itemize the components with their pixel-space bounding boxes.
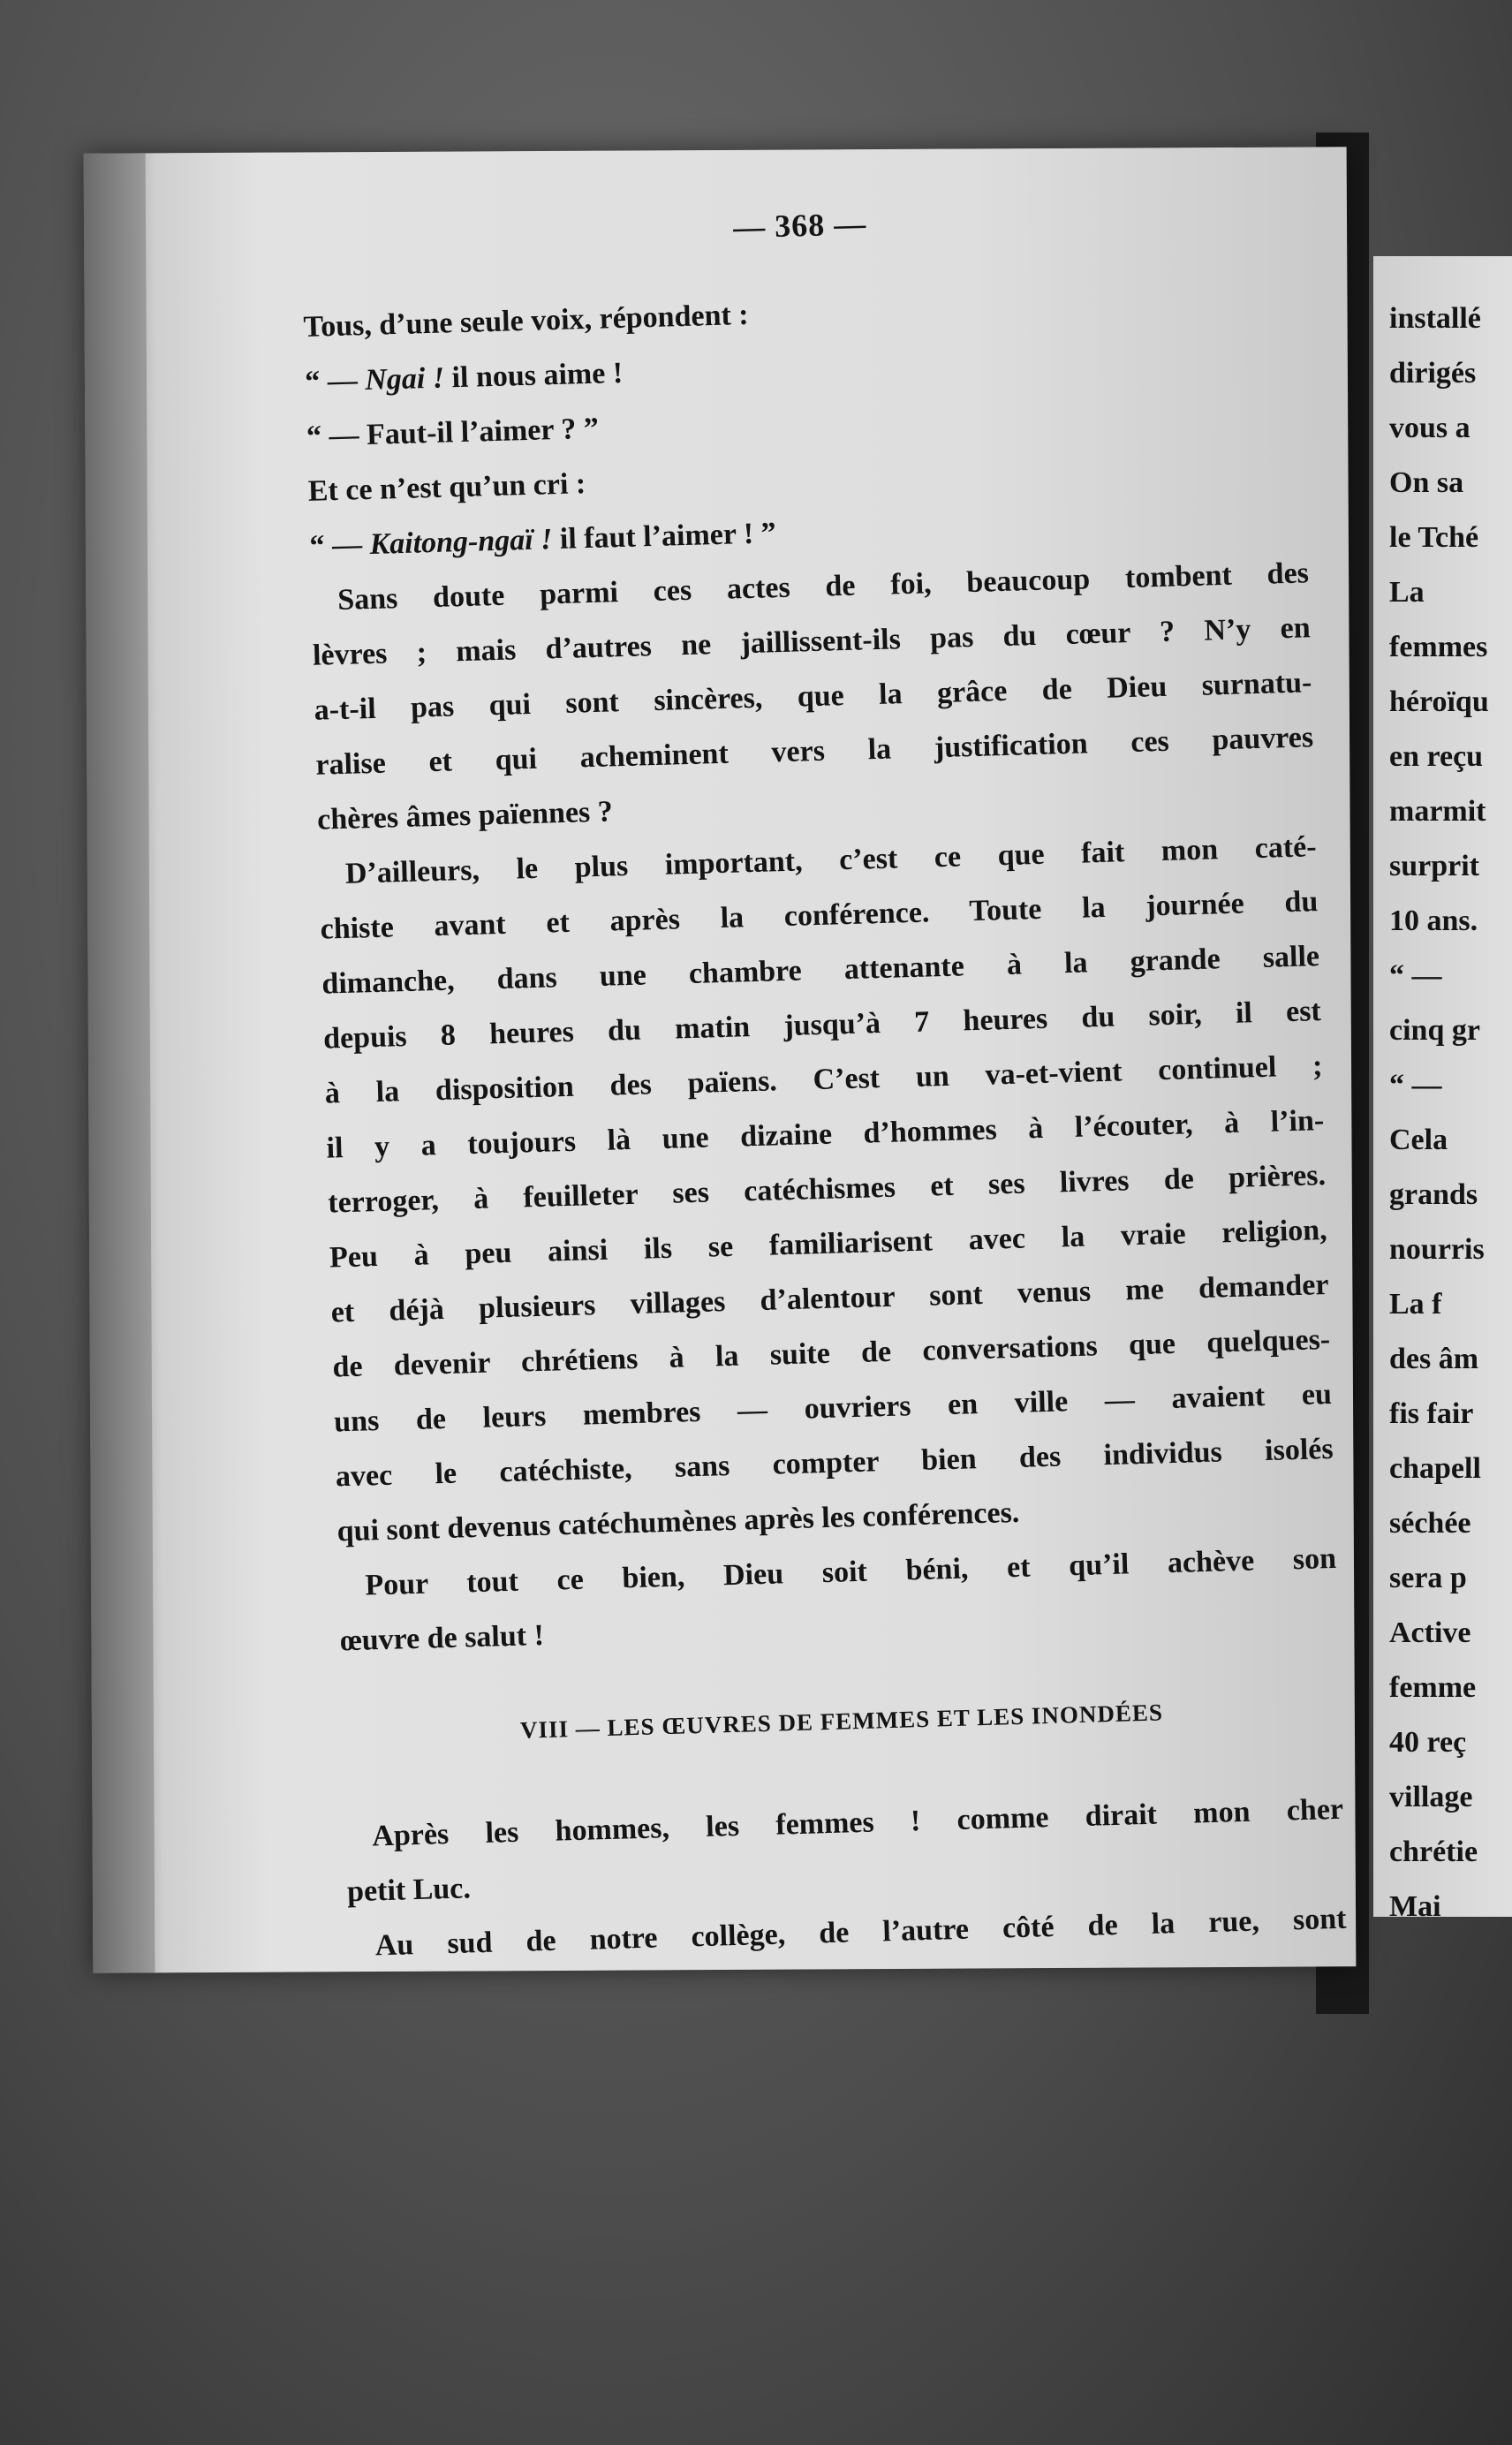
text-line: à la disposition des païens. C’est un va-et-vient continuel ;: [324, 1049, 1323, 1110]
facing-line: village: [1389, 1781, 1473, 1813]
page-number: — 368 —: [732, 206, 867, 246]
facing-line: La: [1389, 576, 1425, 609]
text-line: terroger, à feuilleter ses catéchismes et ses livres de prières.: [327, 1159, 1327, 1220]
facing-line: grands: [1389, 1178, 1478, 1211]
text-line: Au sud de notre collège, de l’autre côté de la rue, sont: [374, 1902, 1347, 1963]
facing-line: 40 reç: [1389, 1726, 1467, 1759]
text-line: Après les hommes, les femmes ! comme dirait mon cher: [371, 1792, 1344, 1853]
facing-line: séchée: [1389, 1507, 1471, 1540]
text-line: a-t-il pas qui sont sincères, que la grâce de Dieu surnatu-: [314, 666, 1312, 727]
text-line: dimanche, dans une chambre attenante à la grande salle: [321, 940, 1320, 1001]
text-fragment: il faut l’aimer ! ”: [551, 517, 777, 556]
text-fragment: “ —: [304, 364, 366, 398]
text-fragment: il nous aime !: [443, 356, 624, 395]
facing-line: Active: [1389, 1616, 1471, 1649]
facing-line: fis fair: [1389, 1397, 1474, 1430]
text-fragment: “ —: [309, 527, 371, 563]
text-line: lèvres ; mais d’autres ne jaillissent-ils pas du cœur ? N’y en: [312, 611, 1312, 672]
facing-line: des âm: [1389, 1343, 1479, 1375]
text-line: chères âmes païennes ?: [316, 795, 614, 836]
facing-line: surprit: [1389, 850, 1479, 882]
facing-line: héroïqu: [1389, 685, 1489, 718]
text-line: ralise et qui acheminent vers la justification ces pauvres: [314, 721, 1314, 782]
facing-line: chapell: [1389, 1452, 1481, 1485]
facing-line: dirigés: [1389, 357, 1477, 390]
facing-line: vous a: [1389, 412, 1470, 444]
facing-line: La f: [1389, 1288, 1442, 1321]
text-line: petit Luc.: [346, 1872, 472, 1909]
text-line: avec le catéchiste, sans compter bien des individus isolés: [335, 1432, 1334, 1494]
facing-line: 10 ans.: [1389, 905, 1478, 937]
facing-line: “ —: [1389, 1069, 1442, 1101]
text-line: de devenir chrétiens à la suite de conversations que quelques-: [332, 1322, 1331, 1384]
text-line: Tous, d’une seule voix, répondent :: [303, 298, 750, 344]
facing-line: cinq gr: [1389, 1014, 1480, 1047]
facing-line: installé: [1389, 302, 1481, 335]
facing-line: “ —: [1389, 959, 1442, 992]
facing-page-text: [1389, 291, 1489, 1917]
page-edge: [84, 153, 155, 1972]
facing-line: en reçu: [1389, 740, 1484, 773]
text-line: Pour tout ce bien, Dieu soit béni, et qu’il achève son: [364, 1541, 1337, 1602]
facing-line: Cela: [1389, 1124, 1448, 1156]
text-line: Sans doute parmi ces actes de foi, beaucoup tombent des: [336, 556, 1310, 617]
text-line: et déjà plusieurs villages d’alentour sont venus me demander: [330, 1268, 1329, 1329]
page-text-block: [300, 184, 1347, 1974]
text-line: uns de leurs membres — ouvriers en ville — avaient eu: [333, 1377, 1333, 1439]
italic-fragment: Kaitong-ngaï !: [369, 523, 553, 561]
facing-line: sera p: [1389, 1562, 1467, 1594]
text-line: chiste avant et après la conférence. Toute la journée du: [320, 885, 1319, 946]
facing-line: Mai: [1389, 1890, 1441, 1917]
text-line: Peu à peu ainsi ils se familiarisent avec la vraie religion,: [329, 1213, 1328, 1275]
section-heading: VIII — LES ŒUVRES DE FEMMES ET LES INONDÉES: [519, 1699, 1164, 1744]
facing-line: chrétie: [1389, 1836, 1478, 1868]
facing-line: On sa: [1389, 466, 1464, 499]
facing-page: [1373, 256, 1512, 1917]
text-line: il y a toujours là une dizaine d’hommes à l’écouter, à l’in-: [326, 1104, 1325, 1165]
text-line: depuis 8 heures du matin jusqu’à 7 heures du soir, il est: [322, 995, 1322, 1056]
italic-fragment: Ngai !: [364, 361, 445, 397]
facing-line: nourris: [1389, 1233, 1485, 1266]
text-line: “ — Faut-il l’aimer ? ”: [306, 412, 600, 453]
facing-line: femme: [1389, 1671, 1477, 1704]
text-line: D’ailleurs, le plus important, c’est ce que fait mon caté-: [344, 830, 1318, 890]
text-line: Et ce n’est qu’un cri :: [307, 467, 586, 508]
facing-line: le Tché: [1389, 521, 1479, 554]
facing-line: femmes: [1389, 631, 1488, 663]
facing-line: marmit: [1389, 795, 1486, 828]
text-line: qui sont devenus catéchumènes après les conférences.: [336, 1495, 1020, 1548]
text-line: œuvre de salut !: [339, 1618, 545, 1658]
